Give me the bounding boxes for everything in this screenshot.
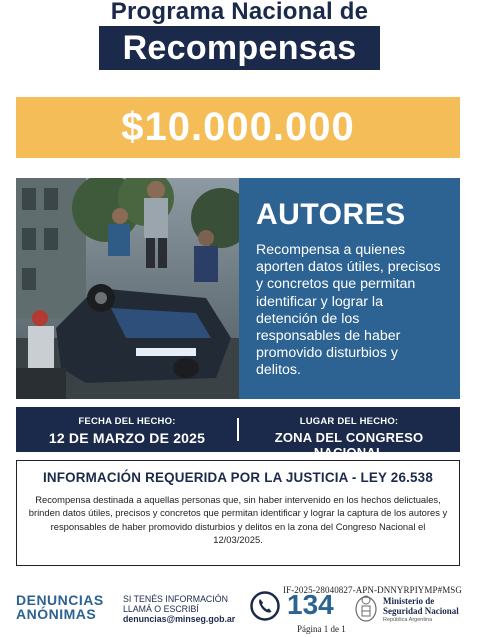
contact-info	[123, 594, 235, 624]
reward-amount-banner: $10.000.000	[16, 97, 460, 158]
program-title-box: Recompensas	[99, 26, 380, 70]
contact-email: denuncias@minseg.gob.ar	[123, 614, 236, 624]
legal-box	[16, 460, 460, 566]
info-panel	[239, 178, 460, 399]
incident-photo	[16, 178, 239, 399]
den-logo-line2: ANÓNIMAS	[16, 606, 97, 622]
page-number: Página 1 de 1	[297, 624, 346, 634]
incident-date	[16, 407, 238, 452]
ministry-subtitle: República Argentina	[383, 617, 433, 623]
place-label: LUGAR DEL HECHO:	[299, 416, 399, 427]
date-label: FECHA DEL HECHO:	[78, 416, 176, 427]
national-seal-icon	[353, 593, 379, 623]
info-heading: AUTORES	[256, 198, 406, 231]
footer	[0, 585, 479, 637]
document-reference: IF-2025-28040827-APN-DNNYRPIYMP#MSG	[283, 585, 463, 595]
ministry-logo	[383, 597, 459, 626]
phone-icon	[250, 591, 280, 621]
anonymous-reports-logo	[16, 593, 104, 621]
incident-place	[238, 407, 460, 460]
phone-number: 134	[287, 589, 334, 620]
contact-line2: LLAMÁ O ESCRIBÍ	[123, 604, 199, 614]
facts-bar	[16, 407, 460, 460]
info-text: Recompensa a quienes aporten datos útiles, precisos y concretos que permitan identificar y lograr la detención de los responsables de haber promovido disturbios y delitos.	[256, 242, 441, 379]
place-value: ZONA DEL CONGRESO NACIONAL	[274, 430, 424, 460]
ministry-line2: Seguridad Nacional	[383, 605, 459, 616]
legal-text: Recompensa destinada a aquellas personas que, sin haber intervenido en los hechos delictuales, brinden datos útiles, precisos y concretos que permitan identificar y lograr la captura de los autores y responsables de haber promovido disturbios y delitos en la zona del Congreso Nacional el 12/03/2025.	[28, 494, 448, 546]
ministry-line1: Ministerio de	[383, 596, 435, 606]
program-title: Programa Nacional de	[110, 0, 369, 25]
date-value: 12 DE MARZO DE 2025	[48, 430, 206, 446]
legal-heading: INFORMACIÓN REQUERIDA POR LA JUSTICIA - LEY 26.538	[43, 470, 433, 485]
contact-line1: SI TENÉS INFORMACIÓN	[123, 594, 228, 604]
den-logo-line1: DENUNCIAS	[16, 592, 104, 608]
